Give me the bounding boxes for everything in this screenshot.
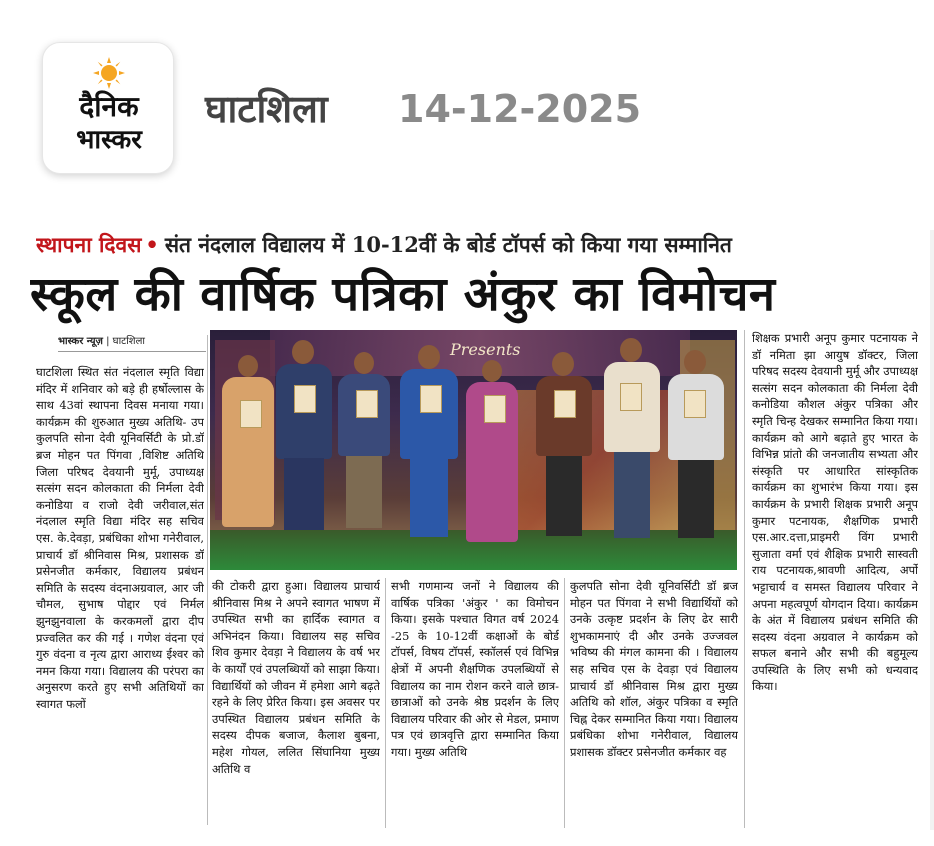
sun-icon — [93, 57, 125, 89]
edition-city: घाटशिला — [205, 87, 328, 131]
kicker-label: स्थापना दिवस — [36, 232, 142, 257]
column-divider — [385, 578, 386, 828]
article-column-3 — [391, 578, 559, 828]
column-text: सभी गणमान्य जनों ने विद्यालय की वार्षिक पत्रिका 'अंकुर ' का विमोचन किया। इसके पश्चात विगत वर्ष 2024 -25 के 10-12वीं कक्षाओं के बोर्ड टॉपर्स, विषय टॉपर्स, स्कॉलर्स एवं विभिन्न क्षेत्रों में अपनी शैक्षणिक उपलब्धियों से विद्यालय का नाम रोशन करने वाले छात्र-छात्राओं को उनके श्रेष्ठ प्रदर्शन के लिए विद्यालय परिवार की ओर से मेडल, प्रमाण पत्र एवं छात्रवृत्ति द्वारा सम्मानित किया गया। मुख्य अतिथि — [391, 579, 559, 759]
banner-text: Presents — [450, 340, 521, 359]
column-text: की टोकरी द्वारा हुआ। विद्यालय प्राचार्य श्रीनिवास मिश्र ने अपने स्वागत भाषण में उपस्थित सभी का हार्दिक स्वागत व अभिनंदन किया। विद्यालय सह सचिव शिव कुमार देवड़ा ने विद्यालय के वर्ष भर के कार्यों एवं उपलब्धियों को साझा किया। विद्यार्थियों को जीवन में हमेशा आगे बढ़ते रहने के लिए प्रेरित किया। इस अवसर पर उपस्थित विद्यालय प्रबंधन समिति के सदस्य दीपक बजाज, कैलाश बुबना, महेश गोयल, ललित सिंघानिया मुख्य अतिथि व — [212, 579, 380, 776]
edition-date: 14-12-2025 — [398, 87, 642, 131]
event-photo[interactable] — [210, 330, 737, 570]
byline-place: घाटशिला — [112, 336, 145, 347]
article-column-4 — [570, 578, 738, 828]
kicker-bullet: • — [145, 232, 159, 257]
article-column-2 — [212, 578, 380, 828]
byline-separator: | — [102, 336, 113, 347]
article-column-5 — [752, 330, 918, 826]
dainik-bhaskar-logo[interactable] — [42, 42, 174, 174]
column-divider — [207, 335, 208, 825]
article-headline: स्कूल की वार्षिक पत्रिका अंकुर का विमोचन — [30, 267, 776, 322]
column-text: घाटशिला स्थित संत नंदलाल स्मृति विद्या मंदिर में शनिवार को बड़े ही हर्षोल्लास के साथ 43वां स्थापना दिवस मनाया गया। कार्यक्रम की शुरुआत मुख्य अतिथि- उप कुलपति सोना देवी यूनिवर्सिटी के प्रो.डॉ ब्रज मोहन पत पिंगवा ,विशिष्ट अतिथि जिला परिषद देवयानी मुर्मू, उपाध्यक्ष सत्संग सदन कोलकाता की निर्मला देवी कनोडिया व राजो देवी जरीवाल,संत नंदलाल स्मृति विद्या मंदिर सह सचिव एस. के.देवड़ा, प्रबंधिका शोभा गनेरीवाल, प्राचार्य डॉ श्रीनिवास मिश्र, प्रशासक डॉ प्रसेनजीत कर्मकार, विद्यालय प्रबंधन समिति के सदस्य वंदनाअग्रवाल, आर जी चौमल, सुभाष पोद्दार एवं निर्मल झुनझुनवाला के करकमलों द्वारा दीप प्रज्वलित कर की गई । गणेश वंदना एवं गुरु वंदना व नृत्य द्वारा आराध्य ईश्वर को नमन किया गया। विद्यालय की परंपरा का अनुसरण करते हुए सभी अतिथियों का स्वागत फलों — [36, 365, 204, 711]
kicker-subhead: संत नंदलाल विद्यालय में 10-12वीं के बोर्ड टॉपर्स को किया गया सम्मानित — [164, 232, 732, 257]
article-clipping — [0, 200, 934, 846]
article-kicker — [36, 230, 926, 260]
column-text: शिक्षक प्रभारी अनूप कुमार पटनायक ने डॉ नमिता झा आयुष डॉक्टर, जिला परिषद सदस्य देवयानी मुर्मू और उपाध्यक्ष सत्संग सदन कोलकाता की निर्मला देवी कनोडिया कौशल अंकुर पत्रिका और स्मृति चिन्ह देखकर सम्मानित किया गया। कार्यक्रम को आगे बढ़ाते हुए भारत के विभिन्न प्रांतो की जनजातीय सभ्यता और संस्कृति पर आधारित सांस्कृतिक कार्यक्रम का शुभारंभ किया गया। इस कार्यक्रम के प्रभारी शिक्षक प्रभारी अनूप कुमार पटनायक, शैक्षणिक प्रभारी एस.आर.दत्ता,प्राइमरी विंग प्रभारी सुजाता वर्मा एवं शैक्षिक प्रभारी सास्वती राय पटनायक,श्रावणी आदित्य, अर्पो भट्टाचार्य व समस्त विद्यालय परिवार ने अपना महत्वपूर्ण योगदान दिया। कार्यक्रम के अंत में विद्यालय प्रबंधन समिति की सदस्य वंदना अग्रवाल ने कार्यक्रम को सफल बनाने और सभी की बहुमूल्य उपस्थिति के लिए सभी को धन्यवाद किया। — [752, 331, 918, 694]
app-header — [0, 0, 934, 200]
page-edge — [930, 230, 934, 830]
stage-screen-center — [500, 390, 690, 530]
article-column-1 — [36, 364, 204, 824]
logo-text-bhaskar: भास्कर — [76, 125, 142, 155]
byline — [58, 335, 206, 352]
logo-text-dainik: दैनिक — [79, 90, 139, 123]
byline-source: भास्कर न्यूज़ — [58, 336, 103, 347]
column-divider — [564, 578, 565, 828]
column-text: कुलपति सोना देवी यूनिवर्सिटी डॉ ब्रज मोहन पत पिंगवा ने सभी विद्यार्थियों को उनके उत्कृष्ट प्रदर्शन के लिए ढेर सारी शुभकामनाएं दी और उनके उज्जवल भविष्य की मंगल कामना की । विद्यालय सह सचिव एस के देवड़ा एवं विद्यालय प्राचार्य डॉ श्रीनिवास मिश्र द्वारा मुख्य अतिथि को शॉल, अंकुर पत्रिका व स्मृति चिह्न देकर सम्मानित किया गया। विद्यालय प्रबंधिका शोभा गनेरीवाल, विद्यालय प्रशासक डॉक्टर प्रसेनजीत कर्मकार वह — [570, 579, 738, 759]
column-divider — [744, 330, 745, 828]
